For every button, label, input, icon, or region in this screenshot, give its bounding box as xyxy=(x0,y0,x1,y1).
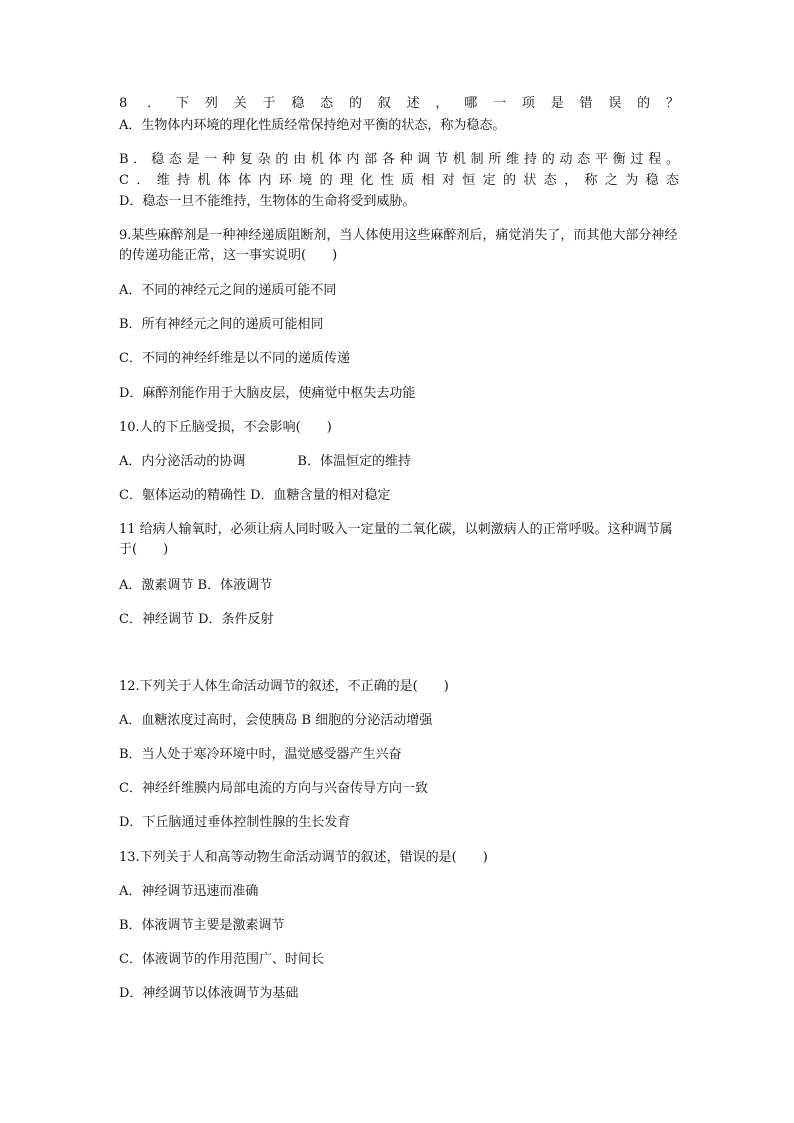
question-13-option-a: A．神经调节迅速而准确 xyxy=(119,884,259,899)
question-9-option-c: C．不同的神经纤维是以不同的递质传递 xyxy=(119,351,350,366)
question-8-option-d: D．稳态一旦不能维持，生物体的生命将受到威胁。 xyxy=(119,194,416,209)
question-12-option-b: B．当人处于寒冷环境中时，温觉感受器产生兴奋 xyxy=(119,747,402,762)
question-12-option-d: D．下丘脑通过垂体控制性腺的生长发育 xyxy=(119,815,351,830)
question-9-option-a: A．不同的神经元之间的递质可能不同 xyxy=(119,283,337,298)
question-9-option-b: B．所有神经元之间的递质可能相同 xyxy=(119,317,324,332)
question-13-option-b: B．体液调节主要是激素调节 xyxy=(119,918,285,933)
question-10-options-ab: A．内分泌活动的协调 B．体温恒定的维持 xyxy=(119,454,411,469)
question-12-option-c: C．神经纤维膜内局部电流的方向与兴奋传导方向一致 xyxy=(119,781,428,796)
question-13-stem: 13.下列关于人和高等动物生命活动调节的叙述，错误的是( ) xyxy=(119,850,488,865)
question-10-stem: 10.人的下丘脑受损，不会影响( ) xyxy=(119,420,332,435)
question-8-stem: 8 ．下列关于稳态的叙述，哪一项是错误的？ xyxy=(119,96,679,111)
question-8-option-c: C．维持机体体内环境的理化性质相对恒定的状态，称之为稳态 xyxy=(119,173,679,188)
question-11-options-cd: C．神经调节 D．条件反射 xyxy=(119,612,274,627)
question-11-stem: 11 给病人输氧时，必须让病人同时吸入一定量的二氧化碳，以刺激病人的正常呼吸。这种调节属于( ) xyxy=(119,522,673,557)
question-12-option-a: A．血糖浓度过高时，会使胰岛 B 细胞的分泌活动增强 xyxy=(119,713,433,728)
question-13-option-c: C．体液调节的作用范围广、时间长 xyxy=(119,952,324,967)
question-9-option-d: D．麻醉剂能作用于大脑皮层，使痛觉中枢失去功能 xyxy=(119,386,416,401)
question-12-stem: 12.下列关于人体生命活动调节的叙述，不正确的是( ) xyxy=(119,679,449,694)
question-9-stem: 9.某些麻醉剂是一种神经递质阻断剂，当人体使用这些麻醉剂后，痛觉消失了，而其他大部分神经的传递功能正常，这一事实说明( ) xyxy=(119,228,678,263)
question-8-option-b: B．稳态是一种复杂的由机体内部各种调节机制所维持的动态平衡过程。 xyxy=(119,152,679,167)
question-13-option-d: D．神经调节以体液调节为基础 xyxy=(119,986,299,1001)
question-11-options-ab: A．激素调节 B．体液调节 xyxy=(119,578,273,593)
question-8-option-a: A．生物体内环境的理化性质经常保持绝对平衡的状态，称为稳态。 xyxy=(119,118,506,133)
question-10-options-cd: C．躯体运动的精确性 D．血糖含量的相对稳定 xyxy=(119,488,391,503)
